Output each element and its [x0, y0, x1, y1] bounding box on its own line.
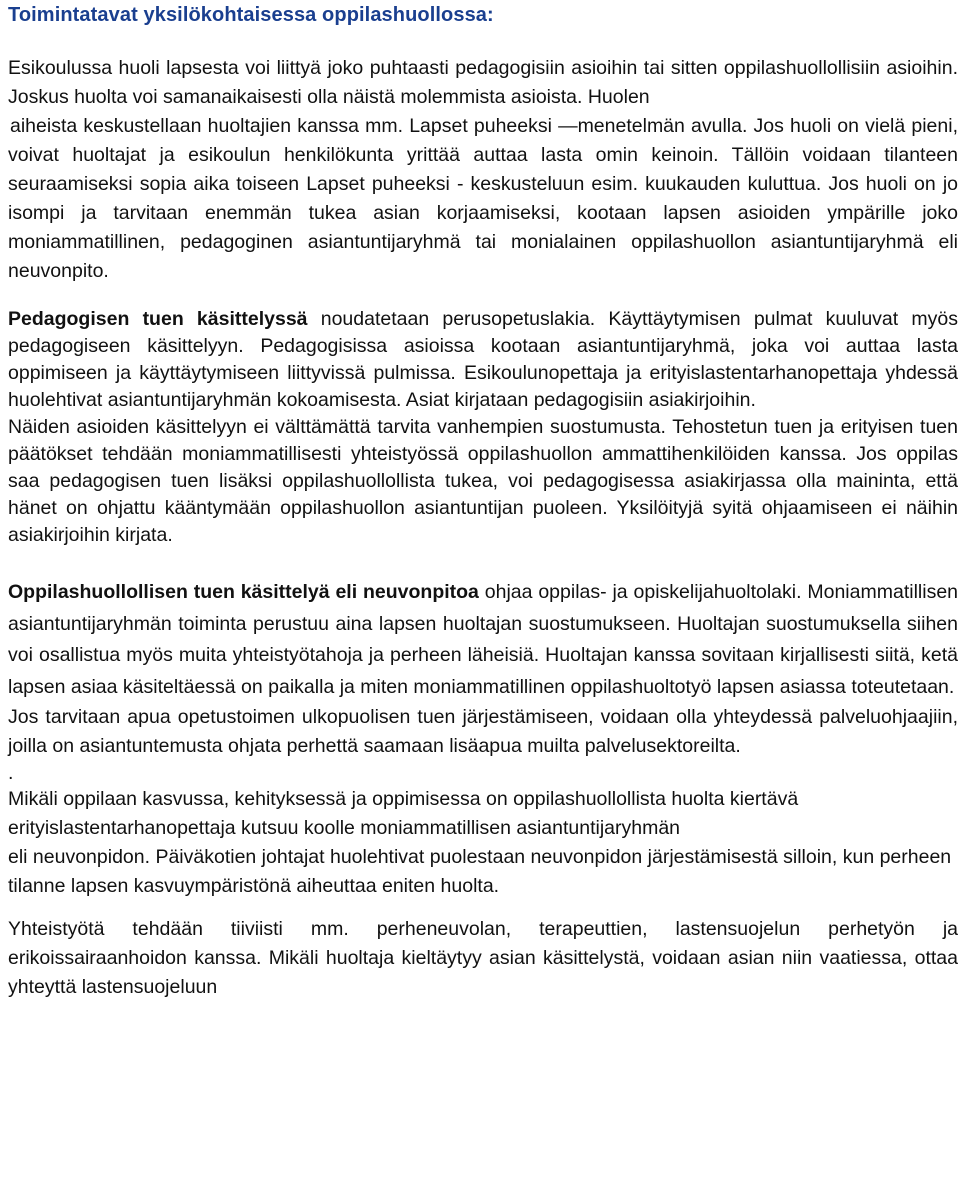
document-page [8, 0, 958, 1002]
paragraph-discussion: aiheista keskustellaan huoltajien kanssa mm. Lapset puheeksi —menetelmän avulla. Jos huoli on vielä pieni, voivat huoltajat ja esikoulun henkilökunta yrittää auttaa lasta omin keinoin. Tällöin voidaan tilanteen seuraamiseksi sopia aika toiseen Lapset puheeksi - keskusteluun esim. kuukauden kuluttua. Jos huoli on jo isompi ja tarvitaan enemmän tukea asian korjaamiseksi, kootaan lapsen asioiden ympärille joko moniammatillinen, pedagoginen asiantuntijaryhmä tai monialainen oppilashuollon asiantuntijaryhmä eli neuvonpito. [8, 115, 958, 282]
bold-lead-student-welfare: Oppilashuollollisen tuen käsittelyä eli neuvonpitoa [8, 581, 479, 603]
paragraph-student-welfare [8, 577, 958, 703]
lone-dot: . [8, 762, 14, 784]
paragraph-line-1: Mikäli oppilaan kasvussa, kehityksessä ja oppimisessa on oppilashuollollista huolta kiertävä [8, 788, 799, 810]
bold-lead-pedagogical: Pedagogisen tuen käsittelyssä [8, 308, 308, 330]
paragraph-intro: Esikoulussa huoli lapsesta voi liittyä joko puhtaasti pedagogisiin asioihin tai sitten oppilashuollollisiin asioihin. Joskus huolta voi samanaikaisesti olla näistä molemmista asioista. Huolen [8, 57, 958, 108]
page-title: Toimintatavat yksilökohtaisessa oppilashuollossa: [8, 4, 494, 26]
paragraph-service-guidance: Jos tarvitaan apua opetustoimen ulkopuolisen tuen järjestämiseen, voidaan olla yhteydessä palveluohjaajiin, joilla on asiantuntemusta ohjata perhettä saamaan lisäapua muilta palvelusektoreilta. [8, 706, 958, 757]
paragraph-pedagogical-text: noudatetaan perusopetuslakia. Käyttäytymisen pulmat kuuluvat myös pedagogiseen käsittelyyn. Pedagogisissa asioissa kootaan asiantuntijaryhmä, joka voi auttaa lasta oppimiseen ja käyttäytymiseen liittyvissä pulmissa. Esikoulunopettaja ja erityislastentarhanopettaja yhdessä huolehtivat asiantuntijaryhmän kokoamisesta. Asiat kirjataan pedagogisiin asiakirjoihin. [8, 308, 958, 411]
paragraph-consent-pedagogical: Näiden asioiden käsittelyyn ei välttämättä tarvita vanhempien suostumusta. Tehostetun tuen ja erityisen tuen päätökset tehdään moniammatillisesti yhteistyössä oppilashuollon ammattihenkilöiden kanssa. Jos oppilas saa pedagogisen tuen lisäksi oppilashuollollista tukea, voi pedagogisessa asiakirjassa olla maininta, että hänet on ohjattu kääntymään oppilashuollon asiantuntijan puoleen. Yksilöityjä syitä ohjaamiseen ei näihin asiakirjoihin kirjata. [8, 416, 958, 546]
paragraph-daycare-directors: eli neuvonpidon. Päiväkotien johtajat huolehtivat puolestaan neuvonpidon järjestämisestä silloin, kun perheen tilanne lapsen kasvuympäristönä aiheuttaa eniten huolta. [8, 846, 952, 897]
paragraph-line-2: erityislastentarhanopettaja kutsuu koolle moniammatillisen asiantuntijaryhmän [8, 817, 681, 839]
paragraph-cooperation: Yhteistyötä tehdään tiiviisti mm. perheneuvolan, terapeuttien, lastensuojelun perhetyön ja erikoissairaanhoidon kanssa. Mikäli huoltaja kieltäytyy asian käsittelystä, voidaan asian niin vaatiessa, ottaa yhteyttä lastensuojeluun [8, 918, 958, 998]
paragraph-student-welfare-text: ohjaa oppilas- ja opiskelijahuoltolaki. Moniammatillisen asiantuntijaryhmän toiminta perustuu aina lapsen huoltajan suostumukseen. Huoltajan suostumuksella siihen voi osallistua myös muita yhteistyötahoja ja perheen läheisiä. Huoltajan kanssa sovitaan kirjallisesti siitä, ketä lapsen asiaa käsiteltäessä on paikalla ja miten moniammatillinen oppilashuoltotyö lapsen asiassa toteutetaan. [8, 581, 959, 698]
paragraph-pedagogical-support [8, 306, 958, 414]
